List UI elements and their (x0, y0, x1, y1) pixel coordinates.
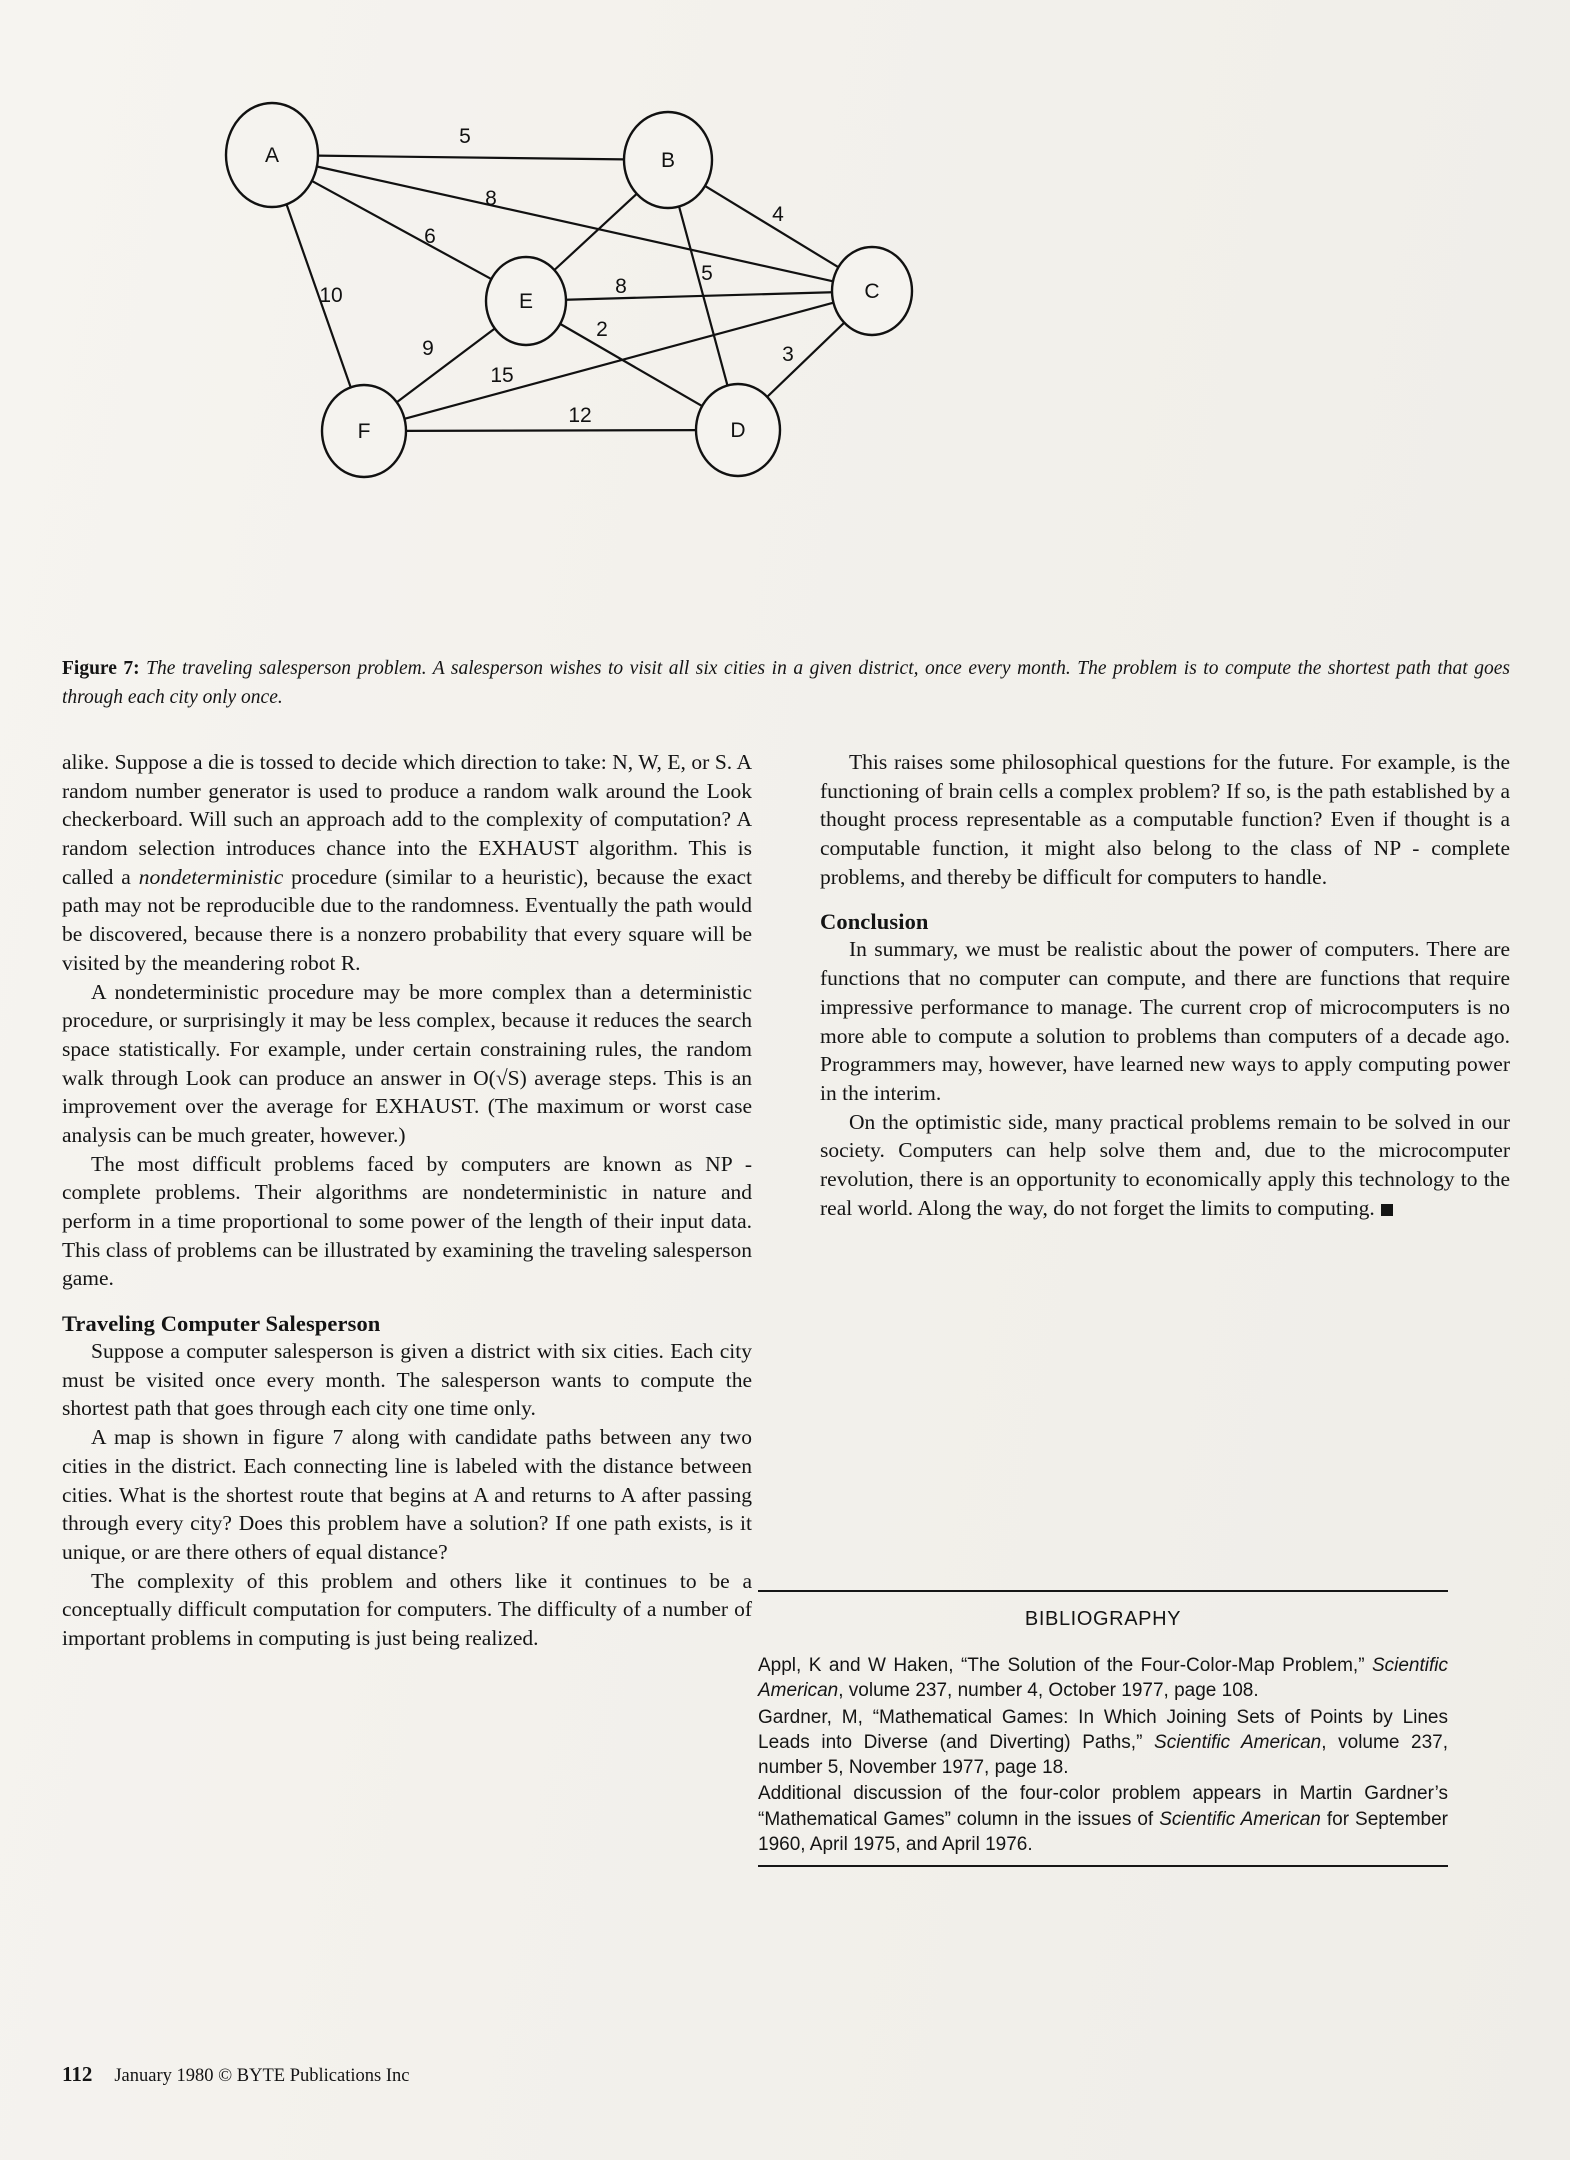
paragraph: In summary, we must be realistic about the power of computers. There are functions that no computer can compute, and there are functions that require impressive performance to manage. The current crop of microcomputers is no more able to compute a solution to problems than computers of a decade ago. Programmers may, however, have learned new ways to apply computing power in the interim. (820, 937, 1510, 1105)
bibliography-entry: Additional discussion of the four-color problem appears in Martin Gardner’s “Mathematical Games” column in the issues of Scientific American for September 1960, April 1975, and April 1976. (758, 1783, 1448, 1855)
graph-edge-FD (406, 430, 696, 431)
right-column (820, 748, 1510, 1222)
paragraph: alike. Suppose a die is tossed to decide which direction to take: N, W, E, or S. A random number generator is used to produce a random walk around the Look checkerboard. Will such an approach add to the complexity of computation? A random selection introduces chance into the EXHAUST algorithm. This is called a nondeterministic procedure (similar to a heuristic), because the exact path may not be reproducible due to the randomness. Eventually the path would be discovered, because there is a nonzero probability that every square will be visited by the meandering robot R. (62, 750, 752, 975)
paragraph: A nondeterministic procedure may be more complex than a deterministic procedure, or surprisingly it may be less complex, because it reduces the search space statistically. For example, under certain constraining rules, the random walk through Look can produce an answer in O(√S) average steps. This is an improvement over the average for EXHAUST. (The maximum or worst case analysis can be much greater, however.) (62, 979, 752, 1147)
bibliography-entry: Gardner, M, “Mathematical Games: In Which Joining Sets of Points by Lines Leads into Diverse (and Diverting) Paths,” Scientific American, volume 237, number 5, November 1977, page 18. (758, 1706, 1448, 1779)
figure-caption-text: The traveling salesperson problem. A salesperson wishes to visit all six cities in a given district, once every month. The problem is to compute the shortest path that goes through each city only once. (62, 658, 1510, 708)
graph-edge-CD (767, 323, 844, 397)
edge-weight-AC: 8 (485, 187, 497, 210)
node-label-A: A (264, 144, 280, 167)
publication-imprint: January 1980 © BYTE Publications Inc (114, 2066, 410, 2086)
figure-caption (62, 655, 1510, 713)
paragraph: The most difficult problems faced by computers are known as NP - complete problems. Their algorithms are nondeterministic in nature and perform in a time proportional to some power of the length of their input data. This class of problems can be illustrated by examining the traveling salesperson game. (62, 1151, 752, 1291)
graph-node-A (226, 103, 318, 207)
figure-caption-label: Figure 7: (62, 658, 140, 679)
paragraph (820, 1108, 1510, 1223)
page-footer (62, 2062, 409, 2087)
edge-weight-AF: 10 (319, 284, 343, 307)
bibliography-entry: Appl, K and W Haken, “The Solution of the Four-Color-Map Problem,” Scientific American, volume 237, number 4, October 1977, page 108. (758, 1655, 1448, 1702)
edge-weight-FD: 12 (568, 404, 592, 427)
edge-weight-BD: 5 (701, 262, 713, 285)
figure-7-graph (0, 70, 1570, 630)
paragraph: Suppose a computer salesperson is given a district with six cities. Each city must be visited once every month. The salesperson wants to compute the shortest path that goes through each city one time only. (62, 1339, 752, 1421)
graph-node-B (624, 112, 712, 208)
edge-weight-EF: 9 (422, 337, 434, 360)
edge-weight-AB: 5 (459, 125, 471, 148)
graph-edge-AB (318, 156, 624, 160)
node-label-C: C (864, 280, 880, 303)
graph-edge-ED (560, 324, 702, 406)
graph-node-D (696, 384, 780, 476)
graph-node-C (832, 247, 912, 335)
page-number: 112 (62, 2062, 93, 2086)
graph-edge-BE (554, 194, 636, 270)
graph-edge-AC (317, 166, 833, 281)
node-label-F: F (357, 420, 371, 443)
paragraph: This raises some philosophical questions for the future. For example, is the functioning of brain cells a complex problem? If so, is the path established by a thought process representable as a computable function? Even if thought is a computable function, it might also belong to the class of NP - complete problems, and thereby be difficult for computers to handle. (820, 750, 1510, 889)
node-label-D: D (730, 419, 746, 442)
bibliography (758, 1590, 1448, 1867)
graph-node-F (322, 385, 406, 477)
bibliography-bottom-rule (758, 1865, 1448, 1867)
graph-edge-AE (312, 181, 491, 279)
bibliography-title: BIBLIOGRAPHY (1024, 1608, 1182, 1630)
edge-weight-FC: 15 (490, 364, 514, 387)
tsp-graph-svg (0, 70, 1570, 630)
section-heading-traveling-computer-salesperson: Traveling Computer Salesperson (62, 1311, 381, 1337)
graph-node-E (486, 257, 566, 345)
end-of-article-mark (1381, 1204, 1393, 1216)
edge-weight-AE: 6 (424, 225, 436, 248)
paragraph: A map is shown in figure 7 along with candidate paths between any two cities in the district. Each connecting line is labeled with the distance between cities. What is the shortest route that begins at A and returns to A after passing through every city? Does this problem have a solution? If one path exists, is it unique, or are there others of equal distance? (62, 1425, 752, 1564)
edge-weight-BC: 4 (772, 203, 784, 226)
edge-weight-CD: 3 (782, 343, 794, 366)
edge-weight-ED: 2 (596, 318, 608, 341)
paragraph-text: On the optimistic side, many practical problems remain to be solved in our society. Computers can help solve them and, due to the microcomputer revolution, there is an opportunity to economically apply this technology to the real world. Along the way, do not forget the limits to computing. (820, 1109, 1510, 1220)
paragraph: The complexity of this problem and others like it continues to be a conceptually difficult computation for computers. The difficulty of a number of important problems in computing is just being realized. (62, 1568, 752, 1650)
section-heading-conclusion: Conclusion (820, 909, 929, 935)
node-label-E: E (518, 290, 534, 313)
graph-edge-EC (566, 292, 832, 299)
edge-weight-EC: 8 (615, 275, 627, 298)
node-label-B: B (660, 149, 676, 172)
left-column (62, 748, 752, 1653)
graph-edge-EF (397, 329, 495, 403)
graph-edge-BC (705, 186, 838, 267)
